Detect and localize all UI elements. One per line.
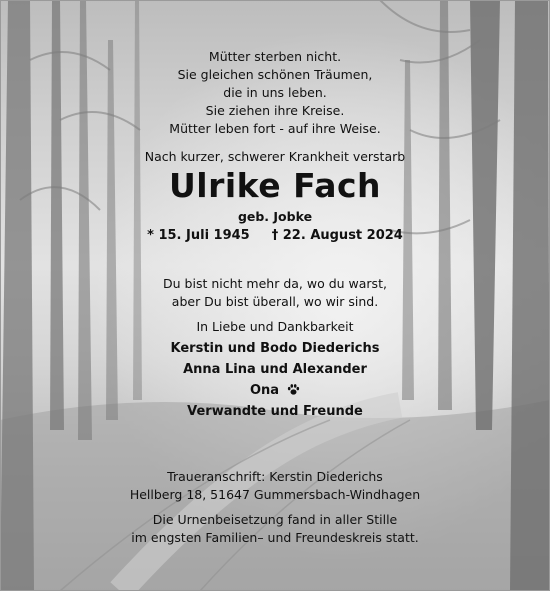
death-date: † 22. August 2024: [271, 228, 403, 243]
burial-note-line: im engsten Familien– und Freundeskreis statt.: [131, 530, 419, 545]
mourner-name: Ona: [249, 383, 280, 398]
deceased-name: Ulrike Fach: [168, 166, 382, 205]
poem-line: Mütter sterben nicht.: [208, 49, 342, 64]
mourners-heading: In Liebe und Dankbarkeit: [196, 319, 354, 334]
quote-line: Du bist nicht mehr da, wo du warst,: [163, 276, 387, 291]
poem-line: Sie gleichen schönen Träumen,: [177, 67, 373, 82]
mourner-name: Anna Lina und Alexander: [183, 362, 367, 377]
mourner-name: Verwandte und Freunde: [187, 404, 363, 419]
poem-line: die in uns leben.: [223, 85, 327, 100]
condolence-address-line: Hellberg 18, 51647 Gummersbach-Windhagen: [129, 487, 421, 502]
poem-line: Mütter leben fort - auf ihre Weise.: [169, 121, 381, 136]
burial-note-line: Die Urnenbeisetzung fand in aller Stille: [152, 512, 398, 527]
condolence-address-line: Traueranschrift: Kerstin Diederichs: [167, 469, 383, 484]
life-dates: [0, 228, 550, 243]
birth-date: * 15. Juli 1945: [147, 228, 250, 243]
paw-print-icon: [287, 383, 300, 396]
mourner-name: Kerstin und Bodo Diederichs: [170, 341, 380, 356]
poem-line: Sie ziehen ihre Kreise.: [205, 103, 345, 118]
quote-line: aber Du bist überall, wo wir sind.: [171, 294, 379, 309]
mourner-name-with-pet: [0, 383, 550, 398]
death-announcement-intro: Nach kurzer, schwerer Krankheit verstarb: [144, 149, 406, 164]
maiden-name: geb. Jobke: [237, 209, 313, 224]
